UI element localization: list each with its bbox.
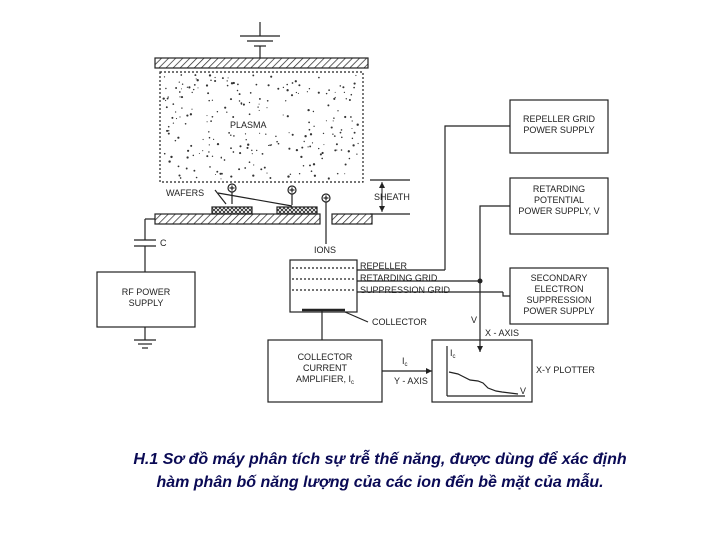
ic-label: $I_c$ [402,356,408,368]
v-label: V [471,315,478,325]
retarding-grid-label: RETARDING GRID [360,273,438,283]
retarding-supply-line-3: POWER SUPPLY, V [518,206,600,216]
amplifier-line-2: CURRENT [303,363,347,373]
secondary-supply-line-3: SUPPRESSION [526,295,592,305]
retarding-supply-line-1: RETARDING [532,184,586,194]
sheath-label: SHEATH [374,192,410,202]
top-electrode [155,58,368,68]
lower-electrode-left [155,214,320,224]
secondary-supply-line-4: POWER SUPPLY [523,306,595,316]
plot-v-label: V [520,386,527,396]
wafer-1 [212,207,252,214]
rf-supply-line-1: RF POWER [121,287,171,297]
secondary-supply-line-2: ELECTRON [534,284,584,294]
lower-electrode-right [332,214,372,224]
amplifier-line-3: AMPLIFIER, $I_c$ [295,374,355,386]
repeller-supply-line-1: REPELLER GRID [522,114,596,124]
rf-supply-line-2: SUPPLY [128,298,164,308]
amplifier-line-1: COLLECTOR [297,352,353,362]
secondary-supply-line-1: SECONDARY [530,273,588,283]
x-axis-label: X - AXIS [485,328,520,338]
rf-ground-symbol [134,340,156,348]
caption-line-2: hàm phân bố năng lượng của các ion đến bề mặt của mẫu. [156,474,604,491]
y-axis-label: Y - AXIS [394,376,428,386]
wafer-2 [277,207,317,214]
collector-label: COLLECTOR [372,317,427,327]
wafers-label: WAFERS [166,188,205,198]
figure-caption [60,448,700,494]
ions-label: IONS [314,245,337,255]
plasma-label: PLASMA [230,120,267,130]
suppression-grid-label: SUPPRESSION GRID [360,285,451,295]
repeller-label: REPELLER [360,261,408,271]
plot-ic-label: $I_c$ [450,348,456,360]
caption-line-1: H.1 Sơ đồ máy phân tích sự trễ thế năng, được dùng để xác định [133,451,627,468]
top-ground-symbol [240,22,280,58]
retarding-supply-line-2: POTENTIAL [533,195,585,205]
xy-plotter-label: X-Y PLOTTER [536,365,595,375]
plot-curve [449,372,518,394]
repeller-supply-line-2: POWER SUPPLY [523,125,595,135]
capacitor-label: C [160,238,167,248]
